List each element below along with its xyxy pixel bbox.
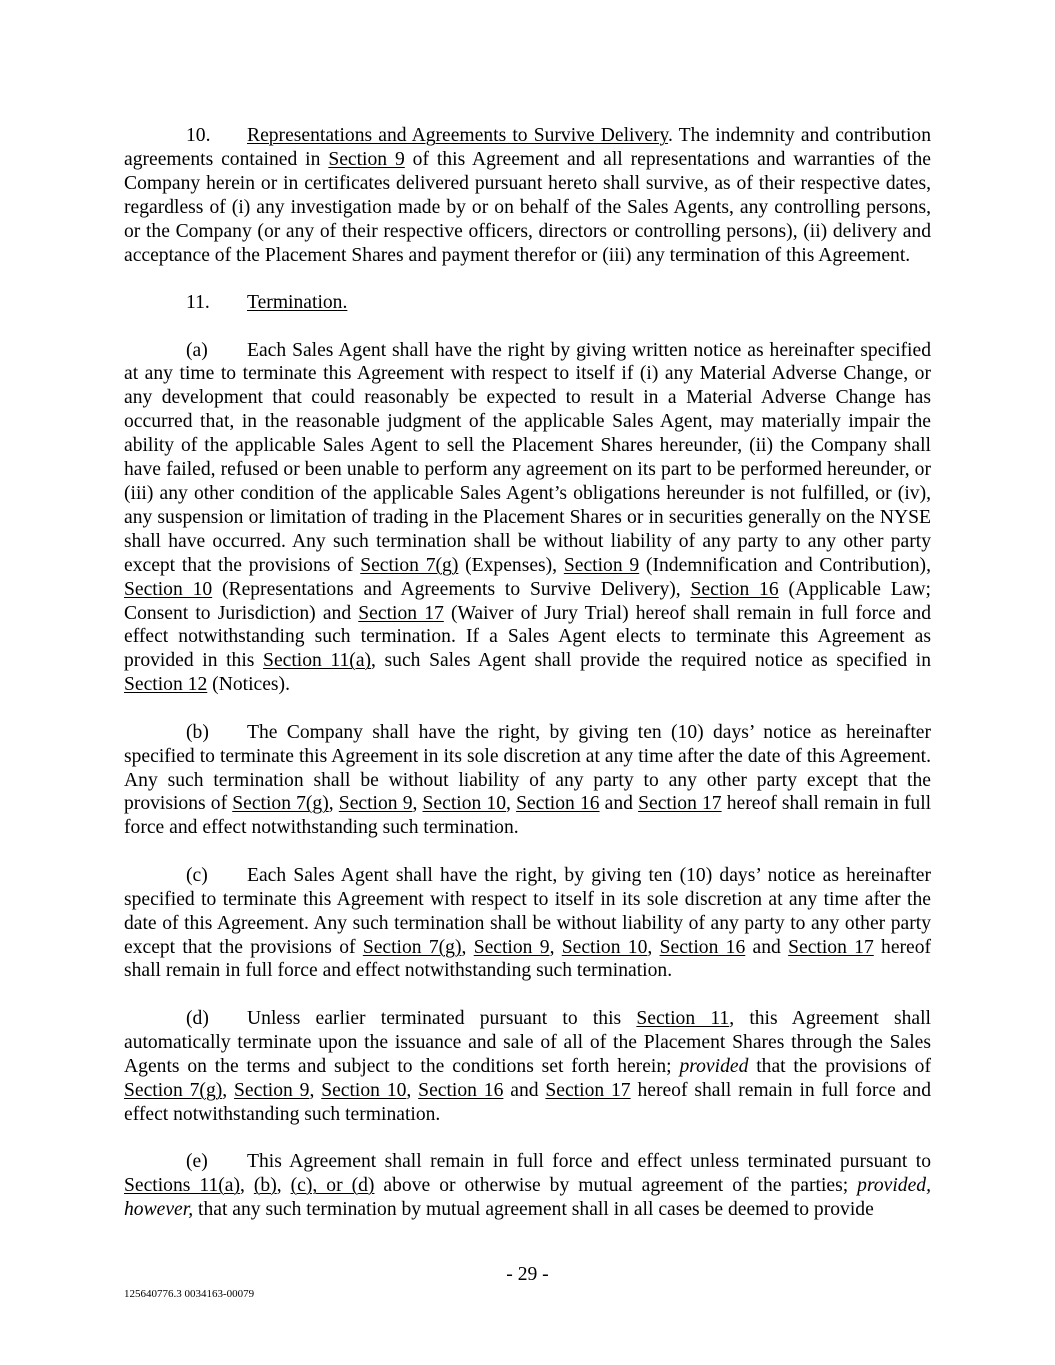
section-ref-link: Section 9 xyxy=(338,793,413,815)
section-ref-link: Section 10 xyxy=(561,936,648,958)
section-ref-link: Section 9 xyxy=(563,554,640,576)
clause-b-label: (b) xyxy=(186,721,209,743)
page-number: - 29 - xyxy=(506,1264,549,1285)
section-ref-link: (b) xyxy=(253,1175,277,1196)
document-id: 125640776.3 0034163-00079 xyxy=(124,1288,255,1300)
section-ref-link: Section 11 xyxy=(636,1007,730,1029)
section-ref-link: Section 11(a) xyxy=(263,650,372,672)
section-11-heading: Termination. xyxy=(247,292,348,314)
document-body xyxy=(124,124,931,1245)
section-ref-link: Section 7(g) xyxy=(362,936,462,958)
clause-d-label: (d) xyxy=(186,1007,209,1029)
section-ref-link: Section 9 xyxy=(234,1079,310,1101)
section-ref-link: Section 9 xyxy=(328,148,405,170)
section-ref-link: Section 7(g) xyxy=(360,554,459,576)
section-10-paragraph: 10. Representations and Agreements to Survive Delivery. The indemnity and contribution agreements contained in Section 9 of this Agreement and all representations and warranties of the Company herein or in certificates delivered pursuant hereto shall survive, as of their respective dates, regardless of (i) any investigation made by or on behalf of the Sales Agents, any controlling persons, or the Company (or any of their respective officers, directors or controlling persons), (ii) delivery and acceptance of the Placement Shares and payment therefor or (iii) any termination of this Agreement. xyxy=(124,125,931,266)
clause-a-paragraph: (a) Each Sales Agent shall have the right by giving written notice as hereinafter specified at any time to terminate this Agreement with respect to itself if (i) any Material Adverse Change, or any development that could reasonably be expected to result in a Material Adverse Change has occurred that, in the reasonable judgment of the applicable Sales Agent, may materially impair the ability of the applicable Sales Agent to sell the Placement Shares hereunder, (ii) the Company shall have failed, refused or been unable to perform any agreement on its part to be performed hereunder, or (iii) any other condition of the applicable Sales Agent’s obligations hereunder is not fulfilled, or (iv), any suspension or limitation of trading in the Placement Shares or in securities generally on the NYSE shall have occurred. Any such termination shall be without liability of any party to any other party except that the provisions of Section 7(g) (Expenses), Section 9 (Indemnification and Contribution), Section 10 (Representations and Agreements to Survive Delivery), Section 16 (Applicable Law; Consent to Jurisdiction) and Section 17 (Waiver of Jury Trial) hereof shall remain in full force and effect notwithstanding such termination. If a Sales Agent elects to terminate this Agreement as provided in this Section 11(a), such Sales Agent shall provide the required notice as specified in Section 12 (Notices). xyxy=(124,339,932,696)
section-ref-link: Section 17 xyxy=(638,793,722,815)
section-ref-link: Sections 11(a) xyxy=(124,1175,240,1196)
clause-d-paragraph: (d) Unless earlier terminated pursuant to this Section 11, this Agreement shall automatically terminate upon the issuance and sale of all of the Placement Shares through the Sales Agents on the terms and subject to the conditions set forth herein; provided that the provisions of Section 7(g), Section 9, Section 10, Section 16 and Section 17 hereof shall remain in full force and effect notwithstanding such termination. xyxy=(124,1007,931,1125)
clause-e-paragraph: (e) This Agreement shall remain in full force and effect unless terminated pursuant to Sections 11(a), (b), (c), or (d) above or otherwise by mutual agreement of the parties; provided, however, that any such termination by mutual agreement shall in all cases be deemed to provide xyxy=(124,1151,931,1220)
section-ref-link: Section 10 xyxy=(321,1079,407,1101)
section-ref-link: Section 9 xyxy=(473,936,550,958)
section-ref-link: Section 17 xyxy=(545,1079,631,1101)
section-10-number: 10. xyxy=(186,125,211,146)
provided-term: provided xyxy=(679,1055,749,1077)
section-ref-link: Section 17 xyxy=(358,602,444,624)
section-ref-link: Section 10 xyxy=(124,578,213,600)
clause-a-label: (a) xyxy=(186,339,208,361)
section-10-heading: Representations and Agreements to Survive Delivery xyxy=(247,125,669,146)
clause-c-paragraph: (c) Each Sales Agent shall have the right, by giving ten (10) days’ notice as hereinafter specified to terminate this Agreement with respect to itself in its sole discretion at any time after the date of this Agreement. Any such termination shall be without liability of any party to any other party except that the provisions of Section 7(g), Section 9, Section 10, Section 16 and Section 17 hereof shall remain in full force and effect notwithstanding such termination. xyxy=(124,864,932,982)
section-ref-link: Section 7(g) xyxy=(232,793,329,815)
section-ref-link: Section 16 xyxy=(690,578,779,600)
section-ref-link: Section 10 xyxy=(422,793,507,815)
section-ref-link: Section 17 xyxy=(788,936,874,958)
section-ref-link: Section 12 xyxy=(124,674,208,696)
section-ref-link: Section 16 xyxy=(659,936,746,958)
provided-however-term: provided, however, xyxy=(124,1175,931,1220)
clause-b-paragraph: (b) The Company shall have the right, by giving ten (10) days’ notice as hereinafter specified to terminate this Agreement in its sole discretion at any time after the date of this Agreement. Any such termination shall be without liability of any party to any other party except that the provisions of Section 7(g), Section 9, Section 10, Section 16 and Section 17 hereof shall remain in full force and effect notwithstanding such termination. xyxy=(124,721,932,839)
section-11-number: 11. xyxy=(186,292,210,314)
clause-e-label: (e) xyxy=(186,1151,208,1173)
section-ref-link: Section 16 xyxy=(418,1079,504,1101)
section-ref-link: (c), or (d) xyxy=(290,1175,375,1196)
clause-c-label: (c) xyxy=(186,864,208,886)
section-ref-link: Section 7(g) xyxy=(124,1079,223,1101)
section-11-heading-paragraph xyxy=(124,291,931,315)
section-ref-link: Section 16 xyxy=(516,793,600,815)
